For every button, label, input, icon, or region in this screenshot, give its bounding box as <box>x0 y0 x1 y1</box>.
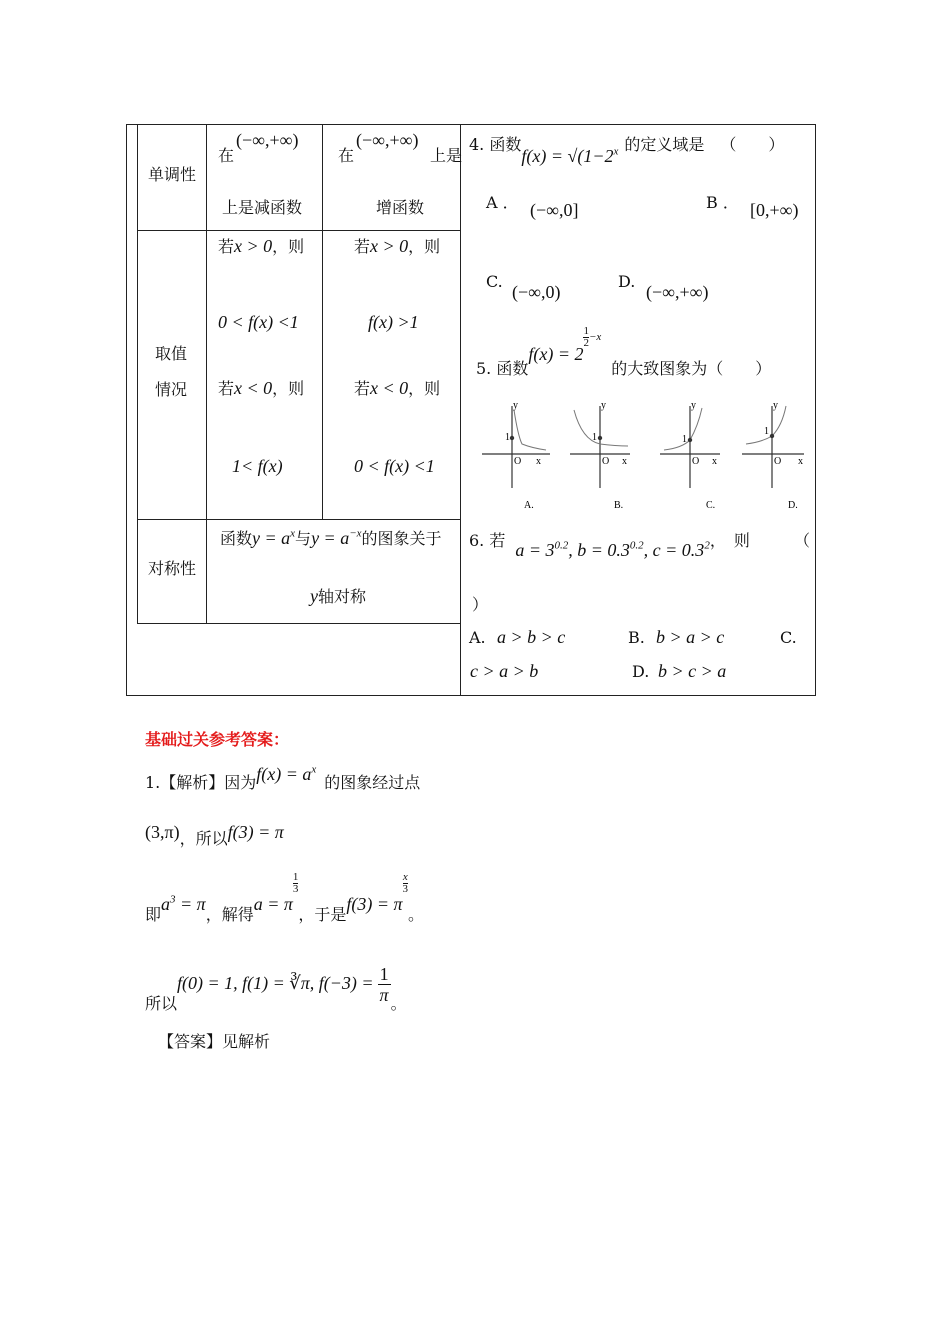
svg-text:x: x <box>622 456 627 467</box>
graph-D <box>742 400 804 511</box>
sym-math-base: y = a <box>311 528 350 548</box>
q6-paren-open: （ <box>794 531 811 550</box>
graph-A-label: A. <box>524 500 534 511</box>
sym-math <box>311 528 361 548</box>
q4-function-base: f(x) = √(1−2 <box>521 146 614 166</box>
cond-math: x > 0 <box>370 236 409 256</box>
ans-math-base: = π <box>175 894 206 914</box>
column-divider <box>460 124 461 696</box>
answers-heading: 基础过关参考答案： <box>145 730 290 749</box>
ans-math-sup: 3 <box>170 893 176 906</box>
row-header-symmetry: 对称性 <box>148 559 197 578</box>
q4-paren: （ ） <box>720 135 785 154</box>
q6-optB: b > a > c <box>656 627 725 647</box>
q6-sup: 0.2 <box>629 539 644 552</box>
svg-text:1: 1 <box>505 432 510 443</box>
ans-text: ，解得 <box>205 905 254 924</box>
ans-math <box>256 764 316 784</box>
svg-text:O: O <box>692 456 700 467</box>
row3-symmetry-line2 <box>310 584 366 607</box>
cond-math: x < 0 <box>234 378 273 398</box>
ans-math-base: a = π <box>253 894 293 914</box>
q6-optD-label: D. <box>632 662 650 681</box>
ans-math-base: f(x) = a <box>256 764 312 784</box>
svg-text:1: 1 <box>592 432 597 443</box>
inner-table-col1 <box>206 124 207 623</box>
ans-math-base: a <box>161 894 171 914</box>
row2-col1-result2: 1< f(x) <box>232 456 283 476</box>
svg-text:O: O <box>514 456 522 467</box>
cond-math: x > 0 <box>234 236 273 256</box>
sym-math-base: y = a <box>252 528 291 548</box>
svg-text:y: y <box>601 400 606 411</box>
row-header-range-1: 取值 <box>155 344 188 363</box>
frac-num: 1 <box>379 964 389 984</box>
q5-graphs <box>470 396 810 516</box>
cond-text: 若 <box>354 237 371 256</box>
ans-math: f(3) = π <box>227 822 284 842</box>
svg-text:x: x <box>798 456 803 467</box>
ans-math-base: f(0) = 1, f(1) = ∛π, f(−3) = <box>177 973 374 993</box>
svg-text:O: O <box>774 456 782 467</box>
q4-optA-label: A ． <box>486 193 519 212</box>
q5-tail: 的大致图象为（ ） <box>611 359 772 378</box>
q6-optD: b > c > a <box>658 661 727 681</box>
q4-optC: (−∞,0) <box>512 282 561 302</box>
ans-text: 。 <box>390 994 407 1013</box>
ans-frac <box>378 964 391 1005</box>
row3-symmetry-line1 <box>220 526 442 549</box>
q5-exp-den: 2 <box>583 337 589 349</box>
ans-math <box>177 964 391 1005</box>
row1-col1-interval: (−∞,+∞) <box>236 130 299 150</box>
q6-paren-close: ） <box>472 595 489 614</box>
q4-optB-label: B ． <box>706 193 739 212</box>
row-header-range-2: 情况 <box>155 380 188 399</box>
q4-optA: (−∞,0] <box>530 200 579 220</box>
frac-den: 3 <box>402 883 409 895</box>
cond-text: 若 <box>218 379 235 398</box>
row1-col1-suffix: 上是减函数 <box>222 198 303 217</box>
q6-expression <box>515 540 709 560</box>
row2-col1-cond1 <box>218 234 304 257</box>
sym-text: 的图象关于 <box>361 529 442 548</box>
ans-text: 1.【解析】因为 <box>145 773 257 792</box>
q6-sup: 2 <box>704 539 710 552</box>
ans-text: ，所以 <box>179 829 228 848</box>
row2-col2-cond1 <box>354 234 440 257</box>
svg-text:y: y <box>773 400 778 411</box>
q6-optC-label: C. <box>780 628 797 647</box>
ans-math <box>346 871 409 914</box>
outer-bottom-border <box>126 695 816 696</box>
cond-text: ，则 <box>272 379 305 398</box>
q4-number: 4. 函数 <box>469 135 522 154</box>
sym-text: 与 <box>295 529 312 548</box>
q6-sup: 0.2 <box>554 539 569 552</box>
ans-math <box>161 894 206 914</box>
q4-function-sup: x <box>613 145 619 158</box>
svg-text:y: y <box>691 400 696 411</box>
ans-text: ，于是 <box>298 905 347 924</box>
row2-col2-result1: f(x) >1 <box>368 312 419 332</box>
outer-left-border <box>126 124 127 696</box>
ans-frac <box>293 872 299 895</box>
q4-stem <box>469 132 785 166</box>
q5-stem <box>476 325 772 378</box>
q5-function <box>528 325 602 364</box>
row2-col2-result2: 0 < f(x) <1 <box>354 456 435 476</box>
sym-math: y <box>310 586 318 606</box>
cond-text: 若 <box>218 237 235 256</box>
ans-text: 。 <box>408 905 425 924</box>
svg-text:O: O <box>602 456 610 467</box>
row1-col2-suffix: 上是 <box>430 146 463 165</box>
q4-optD: (−∞,+∞) <box>646 282 709 302</box>
answer-line3 <box>145 871 425 924</box>
q6-optA: a > b > c <box>497 627 566 647</box>
inner-row3-bottom <box>137 623 461 624</box>
q4-optC-label: C. <box>486 272 503 291</box>
q4-function <box>521 146 618 166</box>
row1-col2-prefix: 在 <box>338 146 355 165</box>
sym-math <box>252 528 295 548</box>
inner-table-col2 <box>322 124 323 519</box>
q6-tail: ， 则 <box>709 531 750 550</box>
ans-math <box>253 871 299 914</box>
ans-text: 所以 <box>145 994 178 1013</box>
answer-line2 <box>145 820 284 848</box>
q4-optD-label: D. <box>618 272 636 291</box>
graph-B <box>570 400 630 511</box>
answer-line4 <box>145 940 407 1013</box>
q6-stem <box>469 528 750 560</box>
svg-text:y: y <box>513 400 518 411</box>
outer-right-border <box>815 124 816 696</box>
q4-tail: 的定义域是 <box>624 135 705 154</box>
inner-row2-bottom <box>137 519 461 520</box>
frac-den: π <box>379 985 389 1005</box>
answer-line5: 【答案】见解析 <box>158 1032 271 1051</box>
answer-line1 <box>145 762 421 792</box>
q6-expr-b: , b = 0.3 <box>568 540 630 560</box>
ans-math: (3,π) <box>145 822 180 842</box>
q5-function-base: f(x) = 2 <box>528 344 584 364</box>
cond-text: 若 <box>354 379 371 398</box>
row1-col2-interval: (−∞,+∞) <box>356 130 419 150</box>
row1-col1-prefix: 在 <box>218 146 235 165</box>
inner-row1-bottom <box>137 230 461 231</box>
sym-text: 轴对称 <box>318 587 367 606</box>
graph-D-label: D. <box>788 500 798 511</box>
svg-text:x: x <box>536 456 541 467</box>
sym-text: 函数 <box>220 529 253 548</box>
frac-num: x <box>402 871 408 883</box>
q6-optC: c > a > b <box>470 661 539 681</box>
q6-expr-c: , c = 0.3 <box>643 540 705 560</box>
ans-math-sup: x <box>311 763 317 776</box>
svg-text:x: x <box>712 456 717 467</box>
ans-text: 即 <box>145 905 162 924</box>
q5-number: 5. 函数 <box>476 359 529 378</box>
outer-top-border <box>126 124 816 125</box>
sym-math-sup: −x <box>349 527 362 540</box>
inner-table-left <box>137 124 138 623</box>
graph-C-label: C. <box>706 500 716 511</box>
sym-math-sup: x <box>290 527 296 540</box>
cond-text: ，则 <box>272 237 305 256</box>
frac-num: 1 <box>292 871 299 883</box>
row1-col2-line2: 增函数 <box>376 198 425 217</box>
q6-optA-label: A. <box>469 628 486 647</box>
q6-optB-label: B. <box>628 628 645 647</box>
graph-A <box>482 400 550 511</box>
q5-exp-tail: −x <box>588 331 602 343</box>
ans-frac <box>403 872 409 895</box>
row2-col1-result1: 0 < f(x) <1 <box>218 312 299 332</box>
graph-B-label: B. <box>614 500 624 511</box>
cond-text: ，则 <box>408 379 441 398</box>
frac-den: 3 <box>292 883 299 895</box>
cond-text: ，则 <box>408 237 441 256</box>
q4-optB: [0,+∞) <box>750 200 799 220</box>
ans-math-base: f(3) = π <box>346 894 403 914</box>
svg-text:1: 1 <box>682 434 687 445</box>
row2-col2-cond2 <box>354 376 440 399</box>
graph-C <box>660 400 720 511</box>
q6-number: 6. 若 <box>469 531 506 550</box>
q6-expr-a: a = 3 <box>515 540 555 560</box>
row2-col1-cond2 <box>218 376 304 399</box>
cond-math: x < 0 <box>370 378 409 398</box>
ans-text: 的图象经过点 <box>324 773 421 792</box>
q5-exp-num: 1 <box>583 325 589 337</box>
svg-text:1: 1 <box>764 426 769 437</box>
row-header-monotonicity: 单调性 <box>148 165 197 184</box>
